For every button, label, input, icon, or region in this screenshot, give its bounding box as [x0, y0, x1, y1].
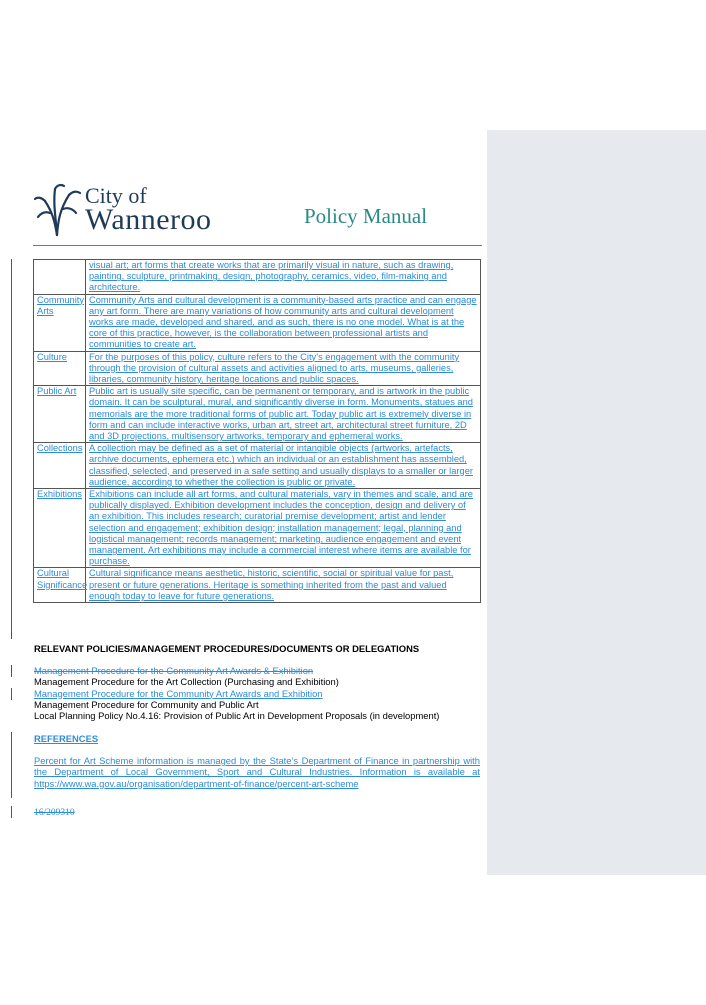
definition-text: Cultural significance means aesthetic, historic, scientific, social or spiritual value for past, present or future generations. Heritage is something inherited from the past and valued enough today to leave for future generations.: [86, 568, 481, 603]
definition-term: [34, 260, 86, 295]
definitions-table: [33, 259, 481, 603]
policy-item: Management Procedure for the Art Collection (Purchasing and Exhibition): [34, 676, 339, 688]
definition-text: Exhibitions can include all art forms, and cultural materials, vary in themes and scale, and are publically displayed. Exhibition development includes the conception, design and delivery of an exhibition. This includes research; curatorial premise development; artist and lender selection and engagement; exhibition design; installation management; legal, planning and logistical management; records management; marketing, audience engagement and event management. Art exhibitions may include a commercial interest where items are available for purchase.: [86, 489, 481, 568]
definition-term: Culture: [34, 351, 86, 386]
comment-pane: [487, 130, 706, 875]
definition-term: Public Art: [34, 386, 86, 443]
definition-term: Community Arts: [34, 294, 86, 351]
logo-city-of: City of: [85, 183, 147, 208]
definition-term: Cultural Significance: [34, 568, 86, 603]
definition-row: [34, 443, 481, 489]
definition-row: [34, 260, 481, 295]
definition-term: Exhibitions: [34, 489, 86, 568]
definition-row: [34, 489, 481, 568]
policy-item: Management Procedure for Community and Public Art: [34, 698, 259, 710]
definition-term: Collections: [34, 443, 86, 489]
references-text: Percent for Art Scheme information is managed by the State’s Department of Finance in partnership with the Department of Local Government, Sport and Cultural Industries. Information is available at https://www.wa.gov.au/organisation/department-of-finance/percent-art-scheme: [34, 755, 480, 789]
change-bar: [11, 688, 12, 700]
relevant-policies-list: [34, 665, 439, 721]
change-bar: [11, 259, 12, 639]
policy-item-deleted: Management Procedure for the Community Art Awards & Exhibition: [34, 665, 314, 676]
definition-text: A collection may be defined as a set of material or intangible objects (artworks, artefacts, archive documents, ephemera etc.) which an individual or an establishment has assembled, classified, selected, and preserved in a safe setting and usually displays to a smaller or larger audience, according to whether the collection is public or private.: [86, 443, 481, 489]
document-number: 16/209310: [34, 808, 75, 818]
definition-text: visual art; art forms that create works that are primarily visual in nature, such as drawing, painting, sculpture, printmaking, design, photography, ceramics, video, film-making and architecture.: [86, 260, 481, 295]
page-title: Policy Manual: [304, 204, 428, 228]
references-heading: REFERENCES: [34, 733, 99, 744]
change-bar: [11, 806, 12, 818]
policy-item-inserted: Management Procedure for the Community Art Awards and Exhibition: [34, 687, 323, 699]
definition-text: For the purposes of this policy, culture refers to the City’s engagement with the community through the provision of cultural assets and activities aligned to arts, museums, galleries, libraries, community history, heritage locations and public spaces.: [86, 351, 481, 386]
definition-row: [34, 351, 481, 386]
definition-row: [34, 386, 481, 443]
change-bar: [11, 665, 12, 677]
logo-wanneroo: Wanneroo: [85, 203, 212, 236]
relevant-policies-heading: RELEVANT POLICIES/MANAGEMENT PROCEDURES/DOCUMENTS OR DELEGATIONS: [34, 643, 420, 654]
definition-text: Public art is usually site specific, can be permanent or temporary, and is artwork in the public domain. It can be sculptural, mural, and significantly diverse in form. Monuments, statues and memorials are the more traditional forms of public art. Today public art is extremely diverse in form and can include interactive works, urban art, street art, architectural street furniture, 2D and 3D projections, multisensory artworks, temporary and ephemeral works.: [86, 386, 481, 443]
policy-item: Local Planning Policy No.4.16: Provision of Public Art in Development Proposals (in development): [34, 710, 440, 722]
definition-text: Community Arts and cultural development is a community-based arts practice and can engage any art form. There are many variations of how community arts and cultural development works are made, developed and shared, and as such, there is no one model. What is at the core of this practice, however, is the collaboration between professional artists and communities to create art.: [86, 294, 481, 351]
definition-row: [34, 294, 481, 351]
wanneroo-logo-icon: [33, 183, 83, 237]
header-divider: [33, 245, 482, 246]
change-bar: [11, 732, 12, 798]
definition-row: [34, 568, 481, 603]
